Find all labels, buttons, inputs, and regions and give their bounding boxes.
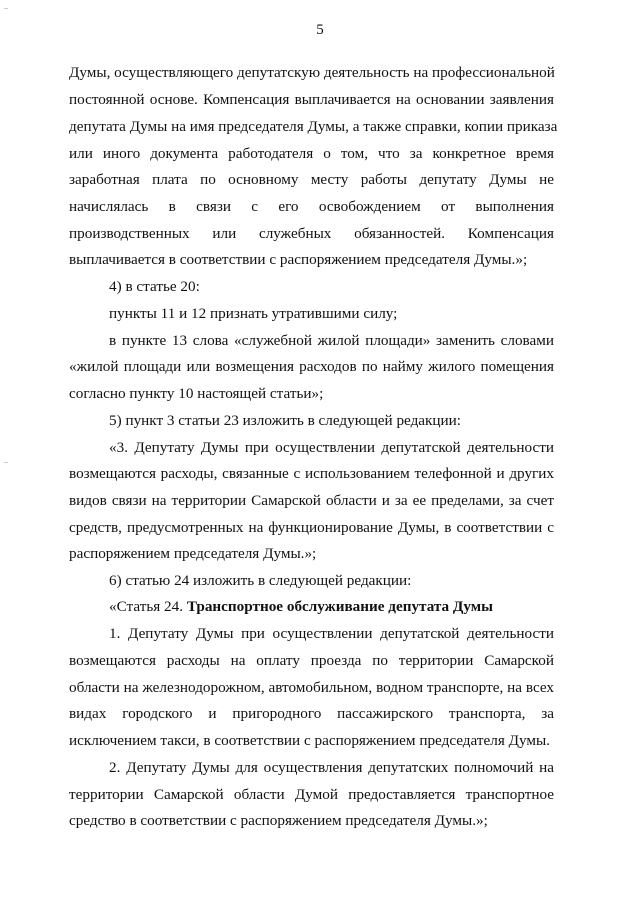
paragraph-6-line-3: видов связи на территории Самарской области и за ее пределами, за счет	[69, 492, 554, 509]
paragraph-1-line-5: заработная плата по основному месту работы депутату Думы не	[69, 171, 554, 188]
article-heading-prefix: «Статья 24.	[109, 598, 187, 615]
paragraph-9-line-4: видах городского и пригородного пассажирского транспорта, за	[69, 705, 554, 722]
paragraph-4-line-2: «жилой площади или возмещения расходов по найму жилого помещения	[69, 358, 554, 375]
page-number: 5	[316, 22, 324, 38]
paragraph-9-line-5: исключением такси, в соответствии с распоряжением председателя Думы.	[69, 732, 550, 749]
paragraph-9-line-1: 1. Депутату Думы при осуществлении депутатской деятельности	[109, 625, 554, 642]
paragraph-4-line-3: согласно пункту 10 настоящей статьи»;	[69, 385, 324, 402]
paragraph-10-line-2: территории Самарской области Думой предоставляется транспортное	[69, 786, 554, 803]
paragraph-7-line-1: 6) статью 24 изложить в следующей редакции:	[109, 572, 412, 589]
paragraph-1-line-1: Думы, осуществляющего депутатскую деятельность на профессиональной	[69, 64, 555, 81]
paragraph-6-line-1: «3. Депутату Думы при осуществлении депутатской деятельности	[109, 439, 554, 456]
paragraph-6-line-4: средств, предусмотренных на функционирование Думы, в соответствии с	[69, 519, 554, 536]
paragraph-1-line-2: постоянной основе. Компенсация выплачивается на основании заявления	[69, 91, 554, 108]
paragraph-6-line-5: распоряжением председателя Думы.»;	[69, 545, 317, 562]
paragraph-9-line-3: области на железнодорожном, автомобильном, водном транспорте, на всех	[69, 679, 554, 696]
paragraph-1-line-3: депутата Думы на имя председателя Думы, а также справки, копии приказа	[69, 118, 558, 135]
paragraph-9-line-2: возмещаются расходы на оплату проезда по территории Самарской	[69, 652, 554, 669]
margin-mark	[4, 462, 8, 463]
paragraph-1-line-8: выплачивается в соответствии с распоряжением председателя Думы.»;	[69, 251, 528, 268]
paragraph-1-line-6: начислялась в связи с его освобождением от выполнения	[69, 198, 554, 215]
paragraph-6-line-2: возмещаются расходы, связанные с использованием телефонной и других	[69, 465, 554, 482]
paragraph-1-line-7: производственных или служебных обязанностей. Компенсация	[69, 225, 554, 242]
article-heading	[109, 598, 554, 616]
paragraph-1-line-4: или иного документа работодателя о том, что за конкретное время	[69, 145, 554, 162]
paragraph-2-line-1: 4) в статье 20:	[109, 278, 200, 295]
margin-mark	[4, 8, 8, 9]
paragraph-10-line-3: средство в соответствии с распоряжением председателя Думы.»;	[69, 812, 488, 829]
paragraph-10-line-1: 2. Депутату Думы для осуществления депутатских полномочий на	[109, 759, 554, 776]
article-heading-title: Транспортное обслуживание депутата Думы	[186, 598, 493, 615]
paragraph-3-line-1: пункты 11 и 12 признать утратившими силу;	[109, 305, 398, 322]
paragraph-4-line-1: в пункте 13 слова «служебной жилой площади» заменить словами	[109, 332, 554, 349]
paragraph-5-line-1: 5) пункт 3 статьи 23 изложить в следующей редакции:	[109, 412, 462, 429]
